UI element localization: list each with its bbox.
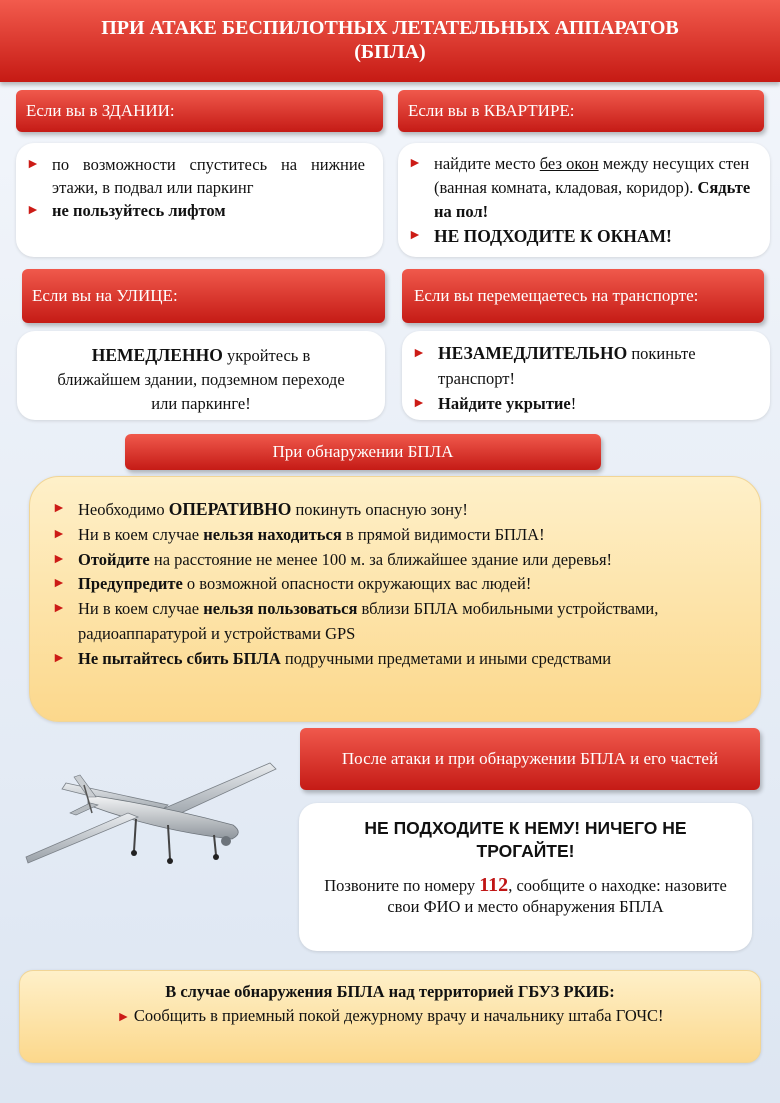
triangle-right-icon: ► <box>52 501 66 516</box>
footer-box <box>19 970 761 1063</box>
drone-sensor <box>221 836 231 846</box>
after-box <box>299 803 752 951</box>
list-item: ► Необходимо ОПЕРАТИВНО покинуть опасную зону! <box>52 497 740 523</box>
triangle-right-icon: ► <box>408 156 422 171</box>
detection-header: При обнаружении БПЛА <box>125 434 601 470</box>
list-item: ► Не пытайтесь сбить БПЛА подручными предметами и иными средствами <box>52 647 740 672</box>
triangle-right-icon: ► <box>408 228 422 243</box>
list-item: ► Ни в коем случае нельзя находиться в прямой видимости БПЛА! <box>52 523 740 548</box>
transport-header: Если вы перемещаетесь на транспорте: <box>402 269 764 323</box>
apartment-box <box>398 143 770 257</box>
footer-title: В случае обнаружения БПЛА над территорией ГБУЗ РКИБ: <box>165 982 615 1001</box>
triangle-right-icon: ► <box>52 576 66 592</box>
after-header: После атаки и при обнаружении БПЛА и его частей <box>300 728 760 790</box>
list-item: ► не пользуйтесь лифтом <box>26 201 226 220</box>
triangle-right-icon: ► <box>412 396 426 411</box>
list-item: ► найдите место без окон между несущих стен (ванная комната, кладовая, коридор). Сядьте на пол! <box>408 154 751 221</box>
warning-text: НЕ ПОДХОДИТЕ К НЕМУ! НИЧЕГО НЕ ТРОГАЙТЕ! <box>364 818 687 861</box>
building-header: Если вы в ЗДАНИИ: <box>16 90 383 132</box>
detection-list <box>52 497 740 672</box>
title-line-1: ПРИ АТАКЕ БЕСПИЛОТНЫХ ЛЕТАТЕЛЬНЫХ АППАРАТОВ <box>101 17 679 39</box>
triangle-right-icon: ► <box>52 650 66 666</box>
drone-wing-right <box>158 763 276 819</box>
page-title <box>0 0 780 82</box>
list-item: ► Предупредите о возможной опасности окружающих вас людей! <box>52 572 740 597</box>
drone-illustration <box>18 755 280 875</box>
apartment-header: Если вы в КВАРТИРЕ: <box>398 90 764 132</box>
building-box <box>16 143 383 257</box>
triangle-right-icon: ► <box>116 1010 134 1025</box>
transport-box <box>402 331 770 420</box>
list-item: ► НЕЗАМЕДЛИТЕЛЬНО покиньте транспорт! <box>412 343 696 388</box>
triangle-right-icon: ► <box>26 157 40 172</box>
list-item: ► НЕ ПОДХОДИТЕ К ОКНАМ! <box>408 226 672 246</box>
list-item: ► Найдите укрытие! <box>412 391 760 416</box>
street-box: НЕМЕДЛЕННО укройтесь в ближайшем здании, подземном переходе или паркинге! <box>17 331 385 420</box>
triangle-right-icon: ► <box>52 526 66 542</box>
list-item: ► Отойдите на расстояние не менее 100 м. за ближайшее здание или деревья! <box>52 548 740 573</box>
list-item: ► Ни в коем случае нельзя пользоваться вблизи БПЛА мобильными устройствами, радиоаппаратурой и устройствами GPS <box>52 599 659 643</box>
triangle-right-icon: ► <box>412 346 426 361</box>
drone-wing-lower <box>26 813 138 863</box>
triangle-right-icon: ► <box>52 601 66 617</box>
call-text: Позвоните по номеру 112, сообщите о находке: назовите свои ФИО и место обнаружения БПЛА <box>324 874 727 916</box>
drone-fuselage <box>88 795 238 839</box>
emergency-number: 112 <box>479 874 509 896</box>
detection-box <box>29 476 761 722</box>
street-header: Если вы на УЛИЦЕ: <box>22 269 385 323</box>
triangle-right-icon: ► <box>26 203 40 218</box>
list-item: ► по возможности спуститесь на нижние этажи, в подвал или паркинг <box>26 155 365 197</box>
title-line-2: (БПЛА) <box>354 41 426 63</box>
triangle-right-icon: ► <box>52 551 66 567</box>
footer-text: ► Сообщить в приемный покой дежурному врачу и начальнику штаба ГОЧС! <box>116 1006 664 1025</box>
